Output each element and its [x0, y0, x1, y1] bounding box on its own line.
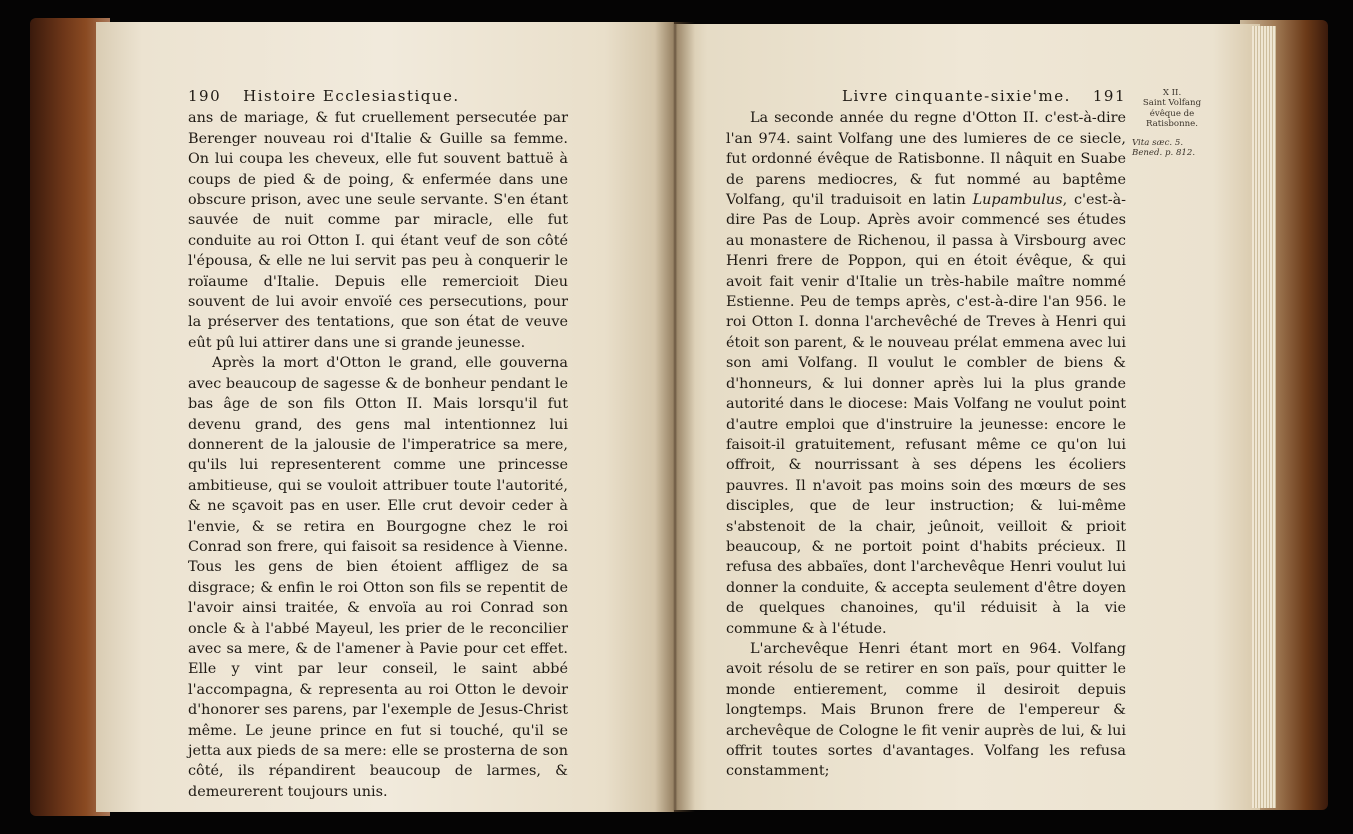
right-paragraph-1: [726, 108, 1126, 639]
left-paragraph-1: ans de mariage, & fut cruellement persecutée par Berenger nouveau roi d'Italie & Guille sa femme. On lui coupa les cheveux, elle fut souvent battuë à coups de pied & de poing, & enfermée dans une obscure prison, avec une seule servante. S'en étant sauvée de nuit comme par miracle, elle fut conduite au roi Otton I. qui étant veuf de son côté l'épousa, & elle ne lui servit pas peu à conquerir le roïaume d'Italie. Depuis elle remercioit Dieu souvent de lui avoir envoïé ces persecutions, pour la préserver des tentations, que son état de veuve eût pû lui attirer dans une si grande jeunesse.: [188, 110, 568, 351]
latin-name: Lupambulus: [972, 192, 1063, 209]
margin-note-title: Saint Volfang évêque de Ratisbonne.: [1142, 98, 1202, 130]
right-paragraph-1-end: , c'est-à-dire Pas de Loup. Après avoir commencé ses études au monastere de Richenou, il passa à Virsbourg avec Henri frere de Poppon, qui en étoit évêque, & qui avoit fait venir d'Italie un très-habile maître nommé Estienne. Peu de temps après, c'est-à-dire l'an 956. le roi Otton I. donna l'archevêché de Treves à Henri qui étoit son parent, & le nouveau prélat emmena avec lui son ami Volfang. Il voulut le combler de biens & d'honneurs, & lui donner après lui la plus grande autorité dans le diocese: Mais Volfang ne voulut point d'autre emploi que d'instruire la jeunesse: encore le faisoit-il gratuitement, refusant même ce qu'on lui offroit, & nourrissant à ses dépens les écoliers pauvres. Il n'avoit pas moins soin des mœurs de ses disciples, que de leur instruction; & lui-même s'abstenoit de la chair, jeûnoit, veilloit & prioit beaucoup, & ne portoit point d'habits précieux. Il refusa des abbaïes, dont l'archevêque Henri voulut lui donner la conduite, & accepta seulement d'être doyen de quelques chanoines, qu'il réduisit à la vie commune & à l'étude.: [726, 192, 1127, 637]
left-page-number: 190: [188, 87, 222, 105]
left-page: [96, 22, 674, 812]
margin-note: [1132, 88, 1212, 158]
left-running-title: Histoire Ecclesiastique.: [243, 87, 460, 105]
right-paragraph-2: L'archevêque Henri étant mort en 964. Volfang avoit résolu de se retirer en son païs, pour quitter le monde entierement, comme il desiroit depuis longtemps. Mais Brunon frere de l'empereur & archevêque de Cologne le fit venir auprès de lui, & lui offrit toutes sortes d'avantages. Volfang les refusa constamment;: [726, 640, 1126, 780]
book-gutter: [655, 22, 695, 812]
margin-note-section: X II.: [1162, 88, 1182, 98]
right-paragraph-1-start: La seconde année du regne d'Otton II. c'est-à-dire l'an 974. saint Volfang une des lumieres de ce siecle, fut ordonné évêque de Ratisbonne. Il nâquit en Suabe de parens mediocres, & fut nommé au baptême Volfang, qu'il traduisoit en latin: [726, 110, 1126, 209]
left-paragraph-2: Après la mort d'Otton le grand, elle gouverna avec beaucoup de sagesse & de bonheur pendant le bas âge de son fils Otton II. Mais lorsqu'il fut devenu grand, des gens mal intentionnez lui donnerent de la jalousie de l'imperatrice sa mere, qu'ils lui representerent comme une princesse ambitieuse, qui se vouloit attribuer toute l'autorité, & ne sçavoit pas en user. Elle crut devoir ceder à l'envie, & se retira en Bourgogne chez le roi Conrad son frere, qui faisoit sa residence à Vienne. Tous les gens de bien étoient affligez de sa disgrace; & enfin le roi Otton son fils se repentit de l'avoir ainsi traitée, & envoïa au roi Conrad son oncle & à l'abbé Mayeul, les prier de le reconcilier avec sa mere, & de l'amener à Pavie pour cet effet. Elle y vint par leur conseil, le saint abbé l'accompagna, & representa au roi Otton le devoir d'honorer ses parens, par l'exemple de Jesus-Christ même. Le jeune prince en fut si touché, qu'il se jetta aux pieds de sa mere: elle se prosterna de son côté, ils répandirent beaucoup de larmes, & demeurerent toujours unis.: [188, 355, 568, 800]
right-running-title: Livre cinquante-sixie'me.: [841, 87, 1071, 105]
page-stack-edge: [1252, 26, 1276, 808]
right-page-text: [726, 86, 1126, 782]
right-running-head: [726, 86, 1126, 106]
left-running-head: [188, 86, 568, 106]
margin-note-reference: Vita sæc. 5. Bened. p. 812.: [1132, 137, 1196, 159]
right-page-number: 191: [1092, 87, 1126, 105]
left-page-text: [188, 86, 568, 802]
right-page: [672, 24, 1260, 810]
